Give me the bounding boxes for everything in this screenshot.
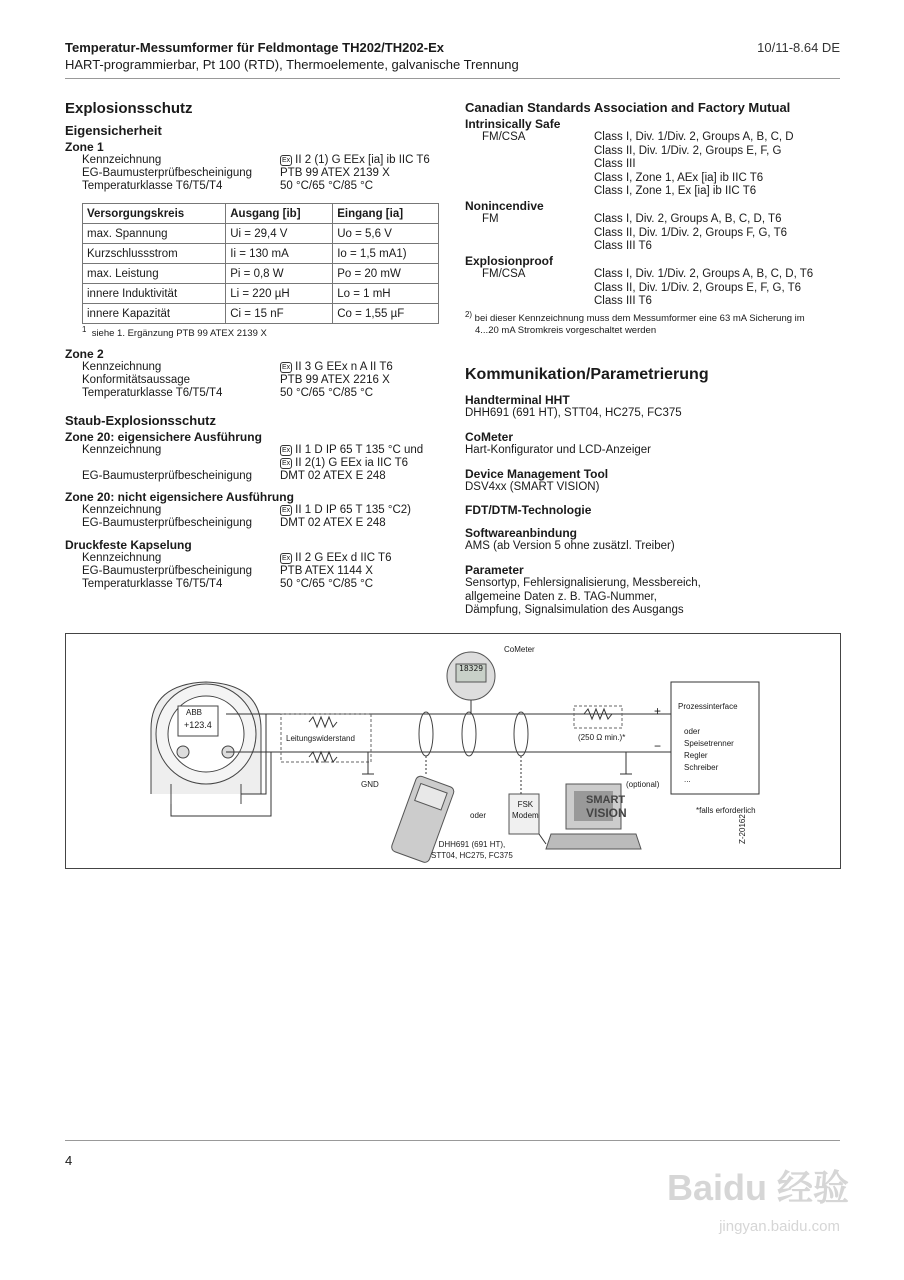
table-cell: Po = 20 mW [333,264,439,284]
table-cell: Ii = 130 mA [226,244,333,264]
row-value: 50 °C/65 °C/85 °C [280,180,374,192]
page-title: Temperatur-Messumformer für Feldmontage TH202/TH202-Ex [65,40,445,55]
table-footnote: $^1$ siehe 1. Ergänzung PTB 99 ATEX 2139 X [82,325,267,340]
hht-label: DHH691 (691 HT), STT04, HC275, FC375 [431,840,513,860]
loop-marker [419,712,433,756]
zone2-row [65,361,445,374]
row-label: Kennzeichnung [82,504,162,516]
table-row [83,304,439,324]
row-label: Kennzeichnung [82,444,162,456]
cometer-label: CoMeter [504,645,535,654]
explosionproof-rows [465,268,845,309]
vision-logo: VISION [586,806,627,820]
resistor-top-icon [309,717,337,727]
watermark-url: jingyan.baidu.com [719,1218,840,1235]
heading-explosionsschutz: Explosionsschutz [65,100,193,117]
ex-icon: Ex [282,447,291,454]
section-title: Parameter [465,563,524,577]
section-line: Hart-Konfigurator und LCD-Anzeiger [465,444,652,456]
ex-icon: Ex [282,507,291,514]
section-line: allgemeine Daten z. B. TAG-Nummer, [465,590,657,603]
section-line: DSV4xx (SMART VISION) [465,481,600,493]
row-value: 50 °C/65 °C/85 °C [280,578,374,590]
row-label: Temperaturklasse T6/T5/T4 [82,387,223,399]
zone2-row [65,387,445,400]
smart-logo: SMART [586,794,626,806]
zone2-rows [65,361,445,400]
footer-rule [65,1140,840,1141]
table-row [83,264,439,284]
wiring-diagram [65,633,841,869]
druckfest-row [65,552,445,565]
row-value: DMT 02 ATEX E 248 [280,517,386,529]
section-title: Handterminal HHT [465,393,570,407]
intrinsic-rows [465,131,845,199]
minus-label: − [654,739,662,753]
heading-eigensicherheit: Eigensicherheit [65,123,162,138]
table-cell: Kurzschlussstrom [83,244,226,264]
page-number: 4 [65,1153,73,1168]
oder-label: oder [470,811,487,820]
zone1-title: Zone 1 [65,140,104,154]
row-value: PTB ATEX 1144 X [280,565,373,577]
row-label: Kennzeichnung [82,552,162,564]
resistor-bottom-icon [309,752,337,762]
row-label: EG-Baumusterprüfbescheinigung [82,470,253,482]
komm-section [465,430,840,467]
explosionproof-title: Explosionproof [465,254,553,268]
intrinsic-row: FM/CSA Class I, Div. 1/Div. 2, Groups A, B, C, D [482,131,794,143]
explosionproof-row: FM/CSA Class I, Div. 1/Div. 2, Groups A, B, C, D, T6 [482,268,814,280]
table-cell: max. Leistung [83,264,226,284]
druckfest-rows [65,552,445,591]
ex-icon: Ex [282,555,291,562]
intrinsic-title: Intrinsically Safe [465,117,561,131]
section-line: Dämpfung, Signalsimulation des Ausgangs [465,604,684,616]
table-row [83,284,439,304]
table-cell: Lo = 1 mH [333,284,439,304]
table-row [83,224,439,244]
row-label: Kennzeichnung [82,361,162,373]
zone20b-title: Zone 20: nicht eigensichere Ausführung [65,490,294,504]
intrinsic-row: Class II, Div. 1/Div. 2, Groups E, F, G [594,144,782,157]
zone20a-row [65,444,445,457]
transmitter-display: +123.4 [184,720,212,730]
row-label: Konformitätsaussage [82,374,191,386]
row-value: Ex II 1 D IP 65 T 135 °C und [282,444,424,456]
zone2-title: Zone 2 [65,347,104,361]
nonincendive-rows [465,213,845,254]
row-label: Kennzeichnung [82,154,162,166]
table-header: Versorgungskreis [83,204,226,224]
watermark-logo: Baidu 经验 [666,1167,849,1208]
ex-icon: Ex [282,157,291,164]
intrinsic-row: Class I, Zone 1, Ex [ia] ib IIC T6 [594,185,757,197]
table-cell: Uo = 5,6 V [333,224,439,244]
komm-section [465,393,840,430]
komm-section [465,563,840,618]
row-label: EG-Baumusterprüfbescheinigung [82,167,253,179]
zone1-row [65,167,445,180]
row-value: Ex II 2 G EEx d IIC T6 [282,552,392,564]
drawing-number: Z-20162 [738,814,747,844]
falls-label: *falls erforderlich [696,806,756,815]
row-value: Ex II 2 (1) G EEx [ia] ib IIC T6 [282,154,430,166]
row-value: PTB 99 ATEX 2216 X [280,374,390,386]
komm-section [465,467,840,503]
page-subtitle: HART-programmierbar, Pt 100 (RTD), Thermoelemente, galvanische Trennung [65,57,519,72]
electrical-values-table [82,203,439,324]
section-title: Device Management Tool [465,467,609,481]
loop-marker [514,712,528,756]
row-label: EG-Baumusterprüfbescheinigung [82,517,253,529]
section-line: AMS (ab Version 5 ohne zusätzl. Treiber) [465,540,675,552]
table-cell: max. Spannung [83,224,226,244]
ex-icon: Ex [282,364,291,371]
gnd-label: GND [361,780,379,789]
nonincendive-row: FM Class I, Div. 2, Groups A, B, C, D, T6 [482,213,782,225]
plus-label: + [654,704,662,718]
nonincendive-title: Nonincendive [465,199,544,213]
table-row [83,244,439,264]
heading-staub: Staub-Explosionsschutz [65,413,216,428]
explosionproof-row: Class III T6 [594,295,652,307]
zone1-row [65,180,445,193]
zone20b-rows [65,504,445,530]
process-interface-label: Prozessinterface [678,702,738,711]
row-value: Ex II 1 D IP 65 T 135 °C2) [282,504,412,516]
zone20a-title: Zone 20: eigensichere Ausführung [65,430,262,444]
section-title: CoMeter [465,430,514,444]
table-header: Eingang [ia] [333,204,439,224]
heading-csa: Canadian Standards Association and Factory Mutual [465,100,791,115]
komm-sections [465,393,840,618]
resistor-label: (250 Ω min.)* [578,733,626,742]
komm-section [465,503,840,526]
row-value: DMT 02 ATEX E 248 [280,470,386,482]
druckfest-title: Druckfeste Kapselung [65,538,192,552]
zone2-row [65,374,445,387]
leitung-label: Leitungswiderstand [286,734,355,743]
csa-footnote: $^{2)}$ bei dieser Kennzeichnung muss dem Messumformer eine 63 mA Sicherung im 4...20 mA Stromkreis vorgeschaltet werden [465,310,805,337]
explosionproof-row: Class II, Div. 1/Div. 2, Groups E, F, G, T6 [594,281,802,294]
row-value: PTB 99 ATEX 2139 X [280,167,390,179]
table-header: Ausgang [ib] [226,204,333,224]
section-line: Sensortyp, Fehlersignalisierung, Messbereich, [465,577,701,589]
table-header-row [83,204,439,224]
cometer-display: 18329 [459,664,484,673]
row-value: Ex II 2(1) G EEx ia IIC T6 [282,457,409,469]
zone20a-rows [65,444,445,483]
section-title: FDT/DTM-Technologie [465,503,592,517]
process-items: oder Speisetrenner Regler Schreiber ... [684,727,734,784]
table-cell: Ci = 15 nF [226,304,333,324]
loop-marker [462,712,476,756]
transmitter-icon [151,682,261,804]
gnd-icon [362,752,374,774]
druckfest-row [65,578,445,591]
table-cell: Co = 1,55 µF [333,304,439,324]
section-title: Softwareanbindung [465,526,577,540]
ex-icon: Ex [282,460,291,467]
table-cell: Io = 1,5 mA1) [333,244,439,264]
resistor-box [574,706,622,728]
optional-gnd-icon [620,752,632,774]
table-cell: Ui = 29,4 V [226,224,333,244]
row-value: 50 °C/65 °C/85 °C [280,387,374,399]
intrinsic-row: Class I, Zone 1, AEx [ia] ib IIC T6 [594,171,764,184]
doc-number: 10/11-8.64 DE [757,40,840,55]
header-rule [65,78,840,79]
zone20b-row [65,517,445,530]
heading-kommunikation: Kommunikation/Parametrierung [465,366,709,383]
nonincendive-row: Class II, Div. 1/Div. 2, Groups F, G, T6 [594,226,787,239]
section-line: DHH691 (691 HT), STT04, HC275, FC375 [465,407,682,419]
zone20a-row [65,457,445,470]
row-label: Temperaturklasse T6/T5/T4 [82,180,223,192]
komm-section [465,526,840,563]
fsk-label: FSK Modem [512,800,539,820]
zone20a-row [65,470,445,483]
optional-label: (optional) [626,780,660,789]
zone1-rows [65,154,445,193]
row-label: EG-Baumusterprüfbescheinigung [82,565,253,577]
row-label: Temperaturklasse T6/T5/T4 [82,578,223,590]
table-cell: Pi = 0,8 W [226,264,333,284]
zone1-row [65,154,445,167]
zone20b-row [65,504,445,517]
table-cell: innere Induktivität [83,284,226,304]
nonincendive-row: Class III T6 [594,240,652,252]
druckfest-row [65,565,445,578]
table-cell: Li = 220 µH [226,284,333,304]
intrinsic-row: Class III [594,158,636,170]
row-value: Ex II 3 G EEx n A II T6 [282,361,393,373]
table-cell: innere Kapazität [83,304,226,324]
abb-label: ABB [186,708,203,717]
